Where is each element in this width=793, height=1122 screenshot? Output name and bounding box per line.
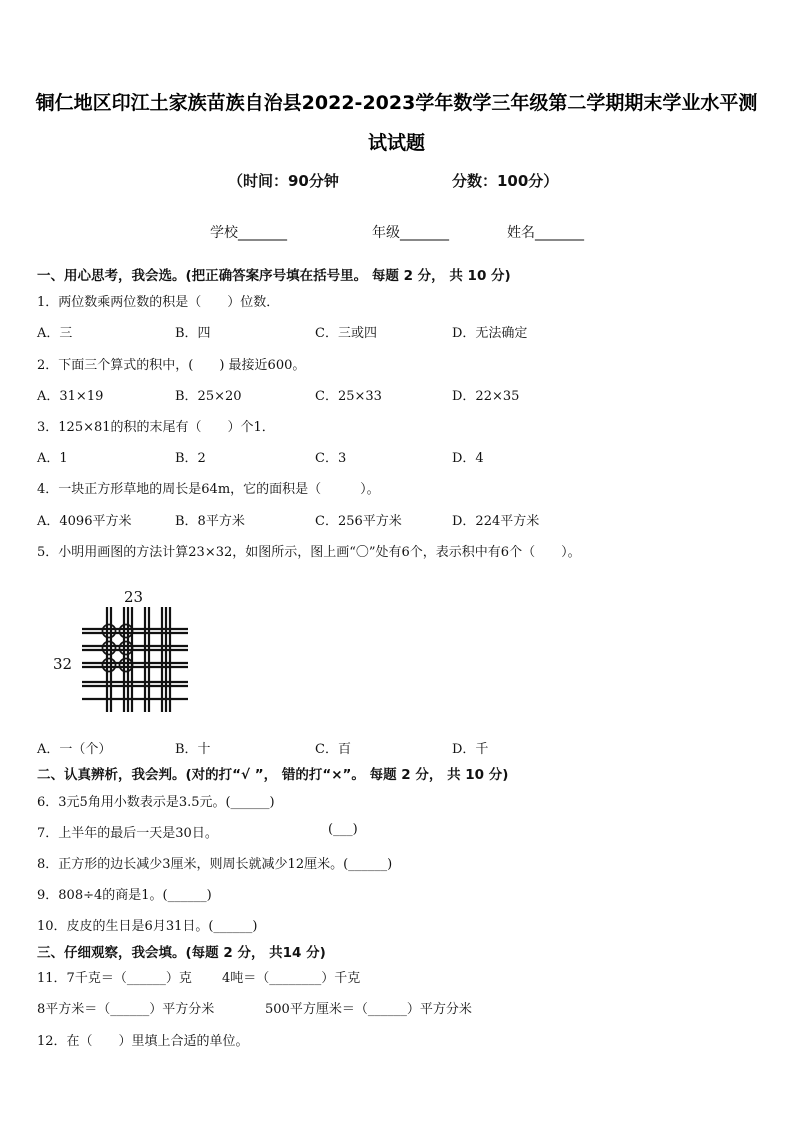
option-c[interactable]: C．3 (315, 451, 347, 466)
option-b[interactable]: B．8平方米 (175, 514, 245, 529)
exam-title-line1: 铜仁地区印江土家族苗族自治县2022-2023学年数学三年级第二学期期末学业水平测 (35, 92, 758, 114)
question-1-options (37, 322, 737, 340)
circle-4 (120, 642, 133, 655)
question-3-options (37, 447, 737, 465)
time-label: （时间：90分钟 (228, 172, 339, 190)
circle-1 (103, 625, 116, 638)
top-label: 23 (124, 588, 144, 606)
circle-6 (120, 659, 133, 672)
option-b[interactable]: B．2 (175, 451, 206, 466)
question-11-part-d: 500平方厘米＝（______）平方分米 (265, 1002, 472, 1017)
option-c[interactable]: C．256平方米 (315, 514, 402, 529)
option-c[interactable]: C．25×33 (315, 389, 382, 404)
option-a[interactable]: A．1 (37, 451, 68, 466)
question-11-part-c: 8平方米＝（______）平方分米 (37, 1002, 215, 1017)
option-a[interactable]: A．一（个） (37, 742, 112, 757)
question-2: 2．下面三个算式的积中，( ) 最接近600。 (37, 358, 306, 373)
grid-drawing (50, 585, 200, 720)
question-6: 6．3元5角用小数表示是3.5元。(______) (37, 795, 275, 810)
grade-field[interactable]: 年级_______ (372, 225, 449, 241)
question-4-options (37, 510, 737, 528)
circle-3 (103, 642, 116, 655)
circle-5 (103, 659, 116, 672)
question-8: 8．正方形的边长减少3厘米，则周长就减少12厘米。(______) (37, 857, 393, 872)
option-b[interactable]: B．25×20 (175, 389, 242, 404)
section-2-heading: 二、认真辨析，我会判。(对的打“√ ”， 错的打“×”。 每题 2 分， 共 10 分) (37, 767, 509, 783)
multiplication-grid-figure (50, 585, 200, 724)
question-9: 9．808÷4的商是1。(______) (37, 888, 212, 903)
question-11-part-b: 4吨＝（________）千克 (222, 971, 361, 986)
option-b[interactable]: B．四 (175, 326, 211, 341)
school-field[interactable]: 学校_______ (210, 225, 287, 241)
option-a[interactable]: A．三 (37, 326, 73, 341)
left-label: 32 (53, 655, 73, 673)
exam-title-line2: 试试题 (367, 132, 425, 154)
option-d[interactable]: D．无法确定 (452, 326, 528, 341)
question-7: 7．上半年的最后一天是30日。 (37, 826, 218, 841)
option-a[interactable]: A．4096平方米 (37, 514, 132, 529)
question-11-part-a: 11．7千克＝（______）克 (37, 971, 192, 986)
option-d[interactable]: D．千 (452, 742, 489, 757)
question-5: 5．小明用画图的方法计算23×32，如图所示，图上画“〇”处有6个，表示积中有6个（ ）。 (37, 545, 581, 560)
option-d[interactable]: D．4 (452, 451, 484, 466)
circle-2 (120, 625, 133, 638)
option-d[interactable]: D．224平方米 (452, 514, 540, 529)
name-field[interactable]: 姓名_______ (507, 225, 584, 241)
horizontal-lines (82, 629, 188, 699)
question-10: 10．皮皮的生日是6月31日。(______) (37, 919, 258, 934)
question-5-options (37, 738, 737, 756)
question-2-options (37, 385, 737, 403)
vertical-lines (107, 607, 170, 712)
question-1: 1．两位数乘两位数的积是（ ）位数． (37, 295, 280, 310)
option-a[interactable]: A．31×19 (37, 389, 104, 404)
option-c[interactable]: C．三或四 (315, 326, 377, 341)
question-7-blank[interactable]: (___) (328, 822, 358, 837)
question-4: 4．一块正方形草地的周长是64m，它的面积是（ ）。 (37, 482, 380, 497)
option-b[interactable]: B．十 (175, 742, 211, 757)
question-12: 12．在（ ）里填上合适的单位。 (37, 1034, 249, 1049)
option-c[interactable]: C．百 (315, 742, 351, 757)
score-label: 分数：100分） (452, 172, 559, 190)
section-3-heading: 三、仔细观察，我会填。(每题 2 分， 共14 分) (37, 945, 326, 961)
section-1-heading: 一、用心思考，我会选。(把正确答案序号填在括号里。 每题 2 分， 共 10 分) (37, 268, 511, 284)
option-d[interactable]: D．22×35 (452, 389, 520, 404)
question-3: 3．125×81的积的末尾有（ ）个1． (37, 420, 275, 435)
